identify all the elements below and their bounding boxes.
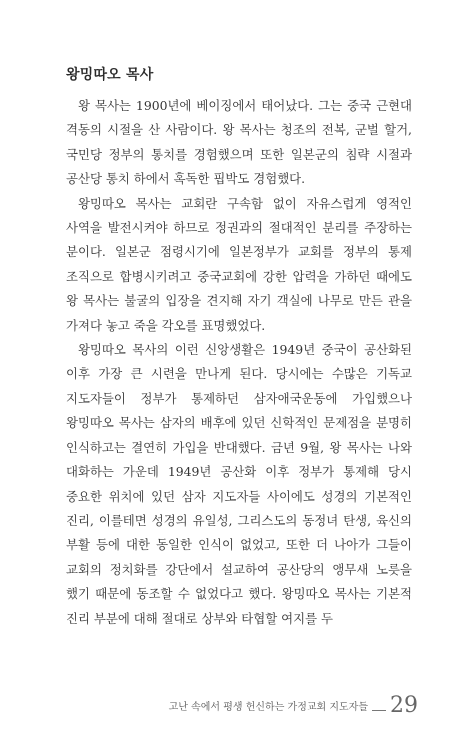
running-footer	[169, 695, 418, 717]
paragraph-2: 왕밍따오 목사는 교회란 구속함 없이 자유스럽게 영적인 사역을 발전시켜야 하므로 정권과의 절대적인 분리를 주장하는 분이다. 일본군 점령시기에 일본정부가 교회를 정부의 통제 조직으로 합병시키려고 중국교회에 강한 압력을 가하던 때에도 왕 목사는 불굴의 입장을 견지해 자기 객실에 나무로 만든 관을 가져다 놓고 죽을 각오를 표명했었다.	[66, 195, 412, 333]
footer-divider	[372, 710, 386, 711]
paragraph-3: 왕밍따오 목사의 이런 신앙생활은 1949년 중국이 공산화된 이후 가장 큰 시련을 만나게 된다. 당시에는 수많은 기독교 지도자들이 정부가 통제하던 삼자애국운동에 가입했으나 왕밍따오 목사는 삼자의 배후에 있던 신학적인 문제점을 분명히 인식하고는 결연히 가입을 반대했다. 금년 9월, 왕 목사는 나와 대화하는 가운데 1949년 공산화 이후 정부가 통제해 당시 중요한 위치에 있던 삼자 지도자들 사이에도 성경의 기본적인 진리, 이를테면 성경의 유일성, 그리스도의 동정녀 탄생, 육신의 부활 등에 대한 동일한 인식이 없었고, 또한 더 나아가 그들이 교회의 정치화를 강단에서 설교하여 공산당의 앵무새 노릇을 했기 때문에 동조할 수 없었다고 했다. 왕밍따오 목사는 기본적 진리 부분에 대해 절대로 상부와 타협할 여지를 두	[66, 342, 412, 626]
section-heading: 왕밍따오 목사	[66, 67, 154, 83]
body-text	[66, 94, 412, 631]
book-title: 고난 속에서 평생 헌신하는 가정교회 지도자들	[168, 702, 368, 713]
paragraph-1: 왕 목사는 1900년에 베이징에서 태어났다. 그는 중국 근현대 격동의 시절을 산 사람이다. 왕 목사는 청조의 전복, 군벌 할거, 국민당 정부의 통치를 경험했으며 또한 일본군의 침략 시절과 공산당 통치 하에서 혹독한 핍박도 경험했다.	[66, 98, 412, 187]
page-number: 29	[390, 693, 418, 718]
